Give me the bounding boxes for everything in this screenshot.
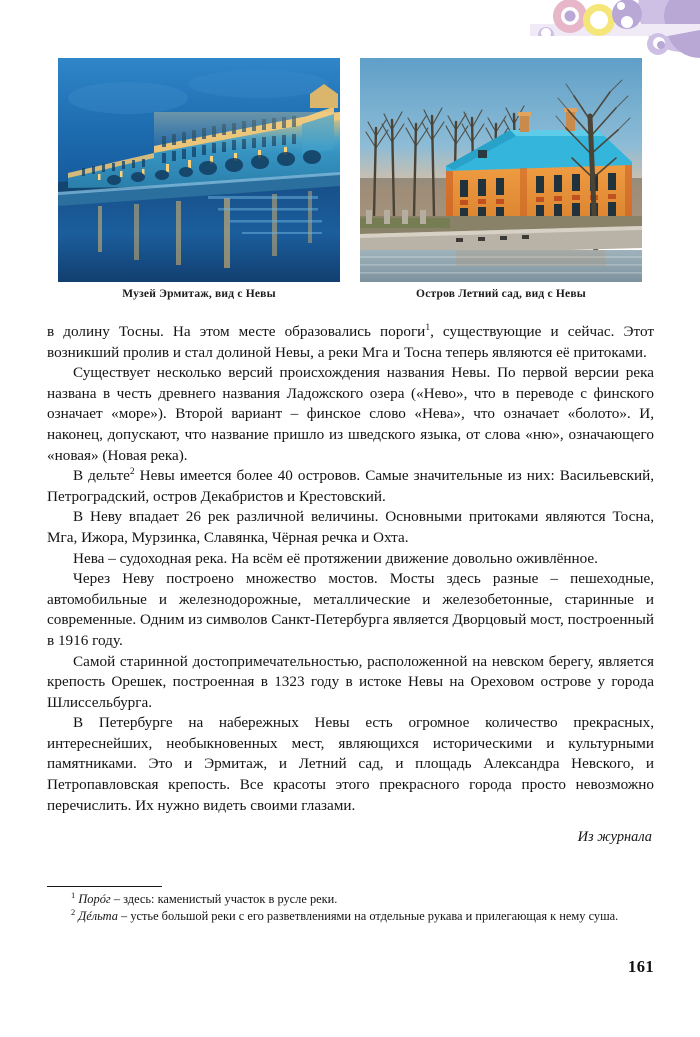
footnote-definition: здесь: каменистый участок в русле реки. bbox=[123, 892, 338, 906]
paragraph: В дельте$^2$ Невы имеется более 40 островов. Самые значительные из них: Васильевский, Петроградский, остров Декабристов и Крестовский. bbox=[47, 467, 655, 505]
footnote-definition: устье большой реки с его разветвлениями на отдельные рукава и прилегающая к нему суша. bbox=[130, 909, 619, 924]
paragraph: Нева – судоходная река. На всём её протяжении движение довольно оживлённое. bbox=[73, 549, 598, 567]
paragraph: Через Неву построено множество мостов. Мосты здесь разные – пешеходные, автомобильные и железнодорожные, металлические и железобетонные, старинные и современные. Одним из символов Санкт-Петербурга является Дворцовый мост, построенный в 1916 году. bbox=[47, 570, 654, 649]
figure-row bbox=[58, 58, 642, 288]
paragraph: В Неву впадает 26 рек различной величины. Основными притоками являются Тосна, Мга, Ижора, Мурзинка, Славянка, Чёрная речка и Охта. bbox=[47, 508, 654, 546]
paragraph: Самой старинной достопримечательностью, расположенной на невском берегу, является крепость Орешек, построенная в 1323 году в истоке Невы на Ореховом острове у города Шлиссельбурга. bbox=[47, 652, 654, 711]
figure-hermitage bbox=[58, 58, 340, 282]
footnote-marker[interactable]: 1 bbox=[425, 322, 431, 333]
footnote-number: 1 bbox=[71, 889, 76, 900]
footnote-term: Порóг bbox=[78, 892, 111, 906]
photo-summer-garden bbox=[360, 58, 642, 282]
footnote-list bbox=[47, 891, 654, 924]
footnote-section bbox=[47, 886, 654, 925]
caption-summer-garden: Остров Летний сад, вид с Невы bbox=[416, 288, 586, 300]
footnote bbox=[47, 908, 654, 924]
figure-summer-garden bbox=[360, 58, 642, 282]
footnote-dash: – bbox=[117, 909, 131, 924]
footnote-number: 2 bbox=[71, 907, 76, 918]
article-attribution: Из журнала bbox=[577, 829, 652, 846]
article-body bbox=[47, 322, 654, 846]
paragraph: В Петербурге на набережных Невы есть огромное количество прекрасных, интереснейших, необыкновенных мест, являющихся историческими и культурными памятниками. Это и Эрмитаж, и Летний сад, и площадь Александра Невского, и Петропавловская крепость. Все красоты этого прекрасного города просто невозможно перечислить. Их нужно видеть своими глазами. bbox=[47, 714, 654, 814]
footnote-term: Дéльта bbox=[78, 909, 118, 924]
paragraph: Существует несколько версий происхождения названия Невы. По первой версии река названа в честь древнего названия Ладожского озера («Нево», что в переводе с финского означает «море»). Второй вариант – финское слово «Нева», что означает «болото». И, наконец, допускают, что название пришло из шведского языка, от слова «ню», означающего «новая» (Новая река). bbox=[47, 364, 654, 464]
paragraph: в долину Тосны. На этом месте образовались пороги$^1$, существующие и сейчас. Этот возникший пролив и стал долиной Невы, а реки Мга и Тосна теперь являются её притоками. bbox=[47, 322, 654, 361]
footnote-dash: – bbox=[110, 892, 124, 906]
footnote-separator bbox=[47, 886, 162, 887]
paragraph-list bbox=[47, 322, 654, 816]
photo-hermitage bbox=[58, 58, 340, 282]
footnote-marker[interactable]: 2 bbox=[129, 467, 135, 478]
decorative-ornament bbox=[530, 0, 700, 62]
page-number: 161 bbox=[628, 957, 654, 976]
footnote bbox=[47, 891, 654, 907]
caption-hermitage: Музей Эрмитаж, вид с Невы bbox=[122, 288, 276, 300]
caption-row bbox=[58, 288, 642, 308]
